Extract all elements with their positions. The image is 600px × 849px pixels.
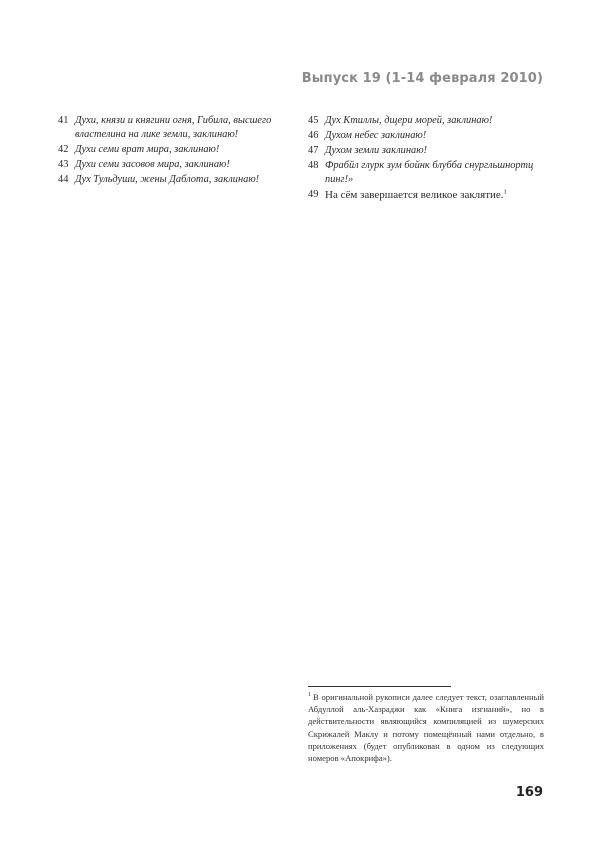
left-column: [58, 114, 288, 188]
verse-number: 45: [308, 115, 319, 126]
issue-header: Выпуск 19 (1-14 февраля 2010): [301, 71, 543, 86]
verse-43: [58, 158, 288, 172]
verse-45: [308, 114, 548, 128]
footnote-text: В оригинальной рукописи далее следует текст, озаглавленный Абдуллой аль-Хазраджи как «Книга изгнаний», но в действительности являющийся компиляцией из шумерских Скрижалей Маклу и потому помещённый нами отдельно, в приложениях (будет опубликован в одном из следующих номеров «Апокрифа»).: [308, 692, 544, 764]
verse-number: 49: [308, 189, 319, 200]
verse-number: 42: [58, 144, 69, 155]
verse-text: Духом земли заклинаю!: [325, 145, 428, 156]
verse-number: 41: [58, 115, 69, 126]
verse-49: [308, 188, 548, 203]
verse-text: Фрабйл глурк зум бойнк блубба снургльшнортц пинг!»: [325, 160, 534, 185]
footnote-reference[interactable]: 1: [503, 188, 507, 196]
verse-41: [58, 114, 288, 142]
verse-number: 46: [308, 130, 319, 141]
footnote: [308, 691, 544, 764]
verse-47: [308, 144, 548, 158]
verse-text: Духи, князи и княгини огня, Гибила, высшего властелина на лике земли, заклинаю!: [75, 115, 272, 140]
verse-46: [308, 129, 548, 143]
footnote-divider: [308, 686, 451, 687]
verse-number: 47: [308, 145, 319, 156]
verse-text: Дух Тульдуши, жены Даблота, заклинаю!: [75, 174, 260, 185]
verse-number: 48: [308, 160, 319, 171]
verse-number: 43: [58, 159, 69, 170]
verse-44: [58, 173, 288, 187]
verse-number: 44: [58, 174, 69, 185]
page-number: 169: [515, 785, 543, 800]
right-column: [308, 114, 548, 204]
verse-text: На сём завершается великое заклятие.: [325, 189, 504, 201]
footnote-mark: 1: [308, 692, 311, 699]
verse-text: Духом небес заклинаю!: [325, 130, 427, 141]
verse-text: Дух Ктиллы, дщери морей, заклинаю!: [325, 115, 493, 126]
verse-48: [308, 159, 548, 187]
verse-text: Духи семи врат мира, заклинаю!: [75, 144, 220, 155]
verse-42: [58, 143, 288, 157]
verse-text: Духи семи засовов мира, заклинаю!: [75, 159, 230, 170]
